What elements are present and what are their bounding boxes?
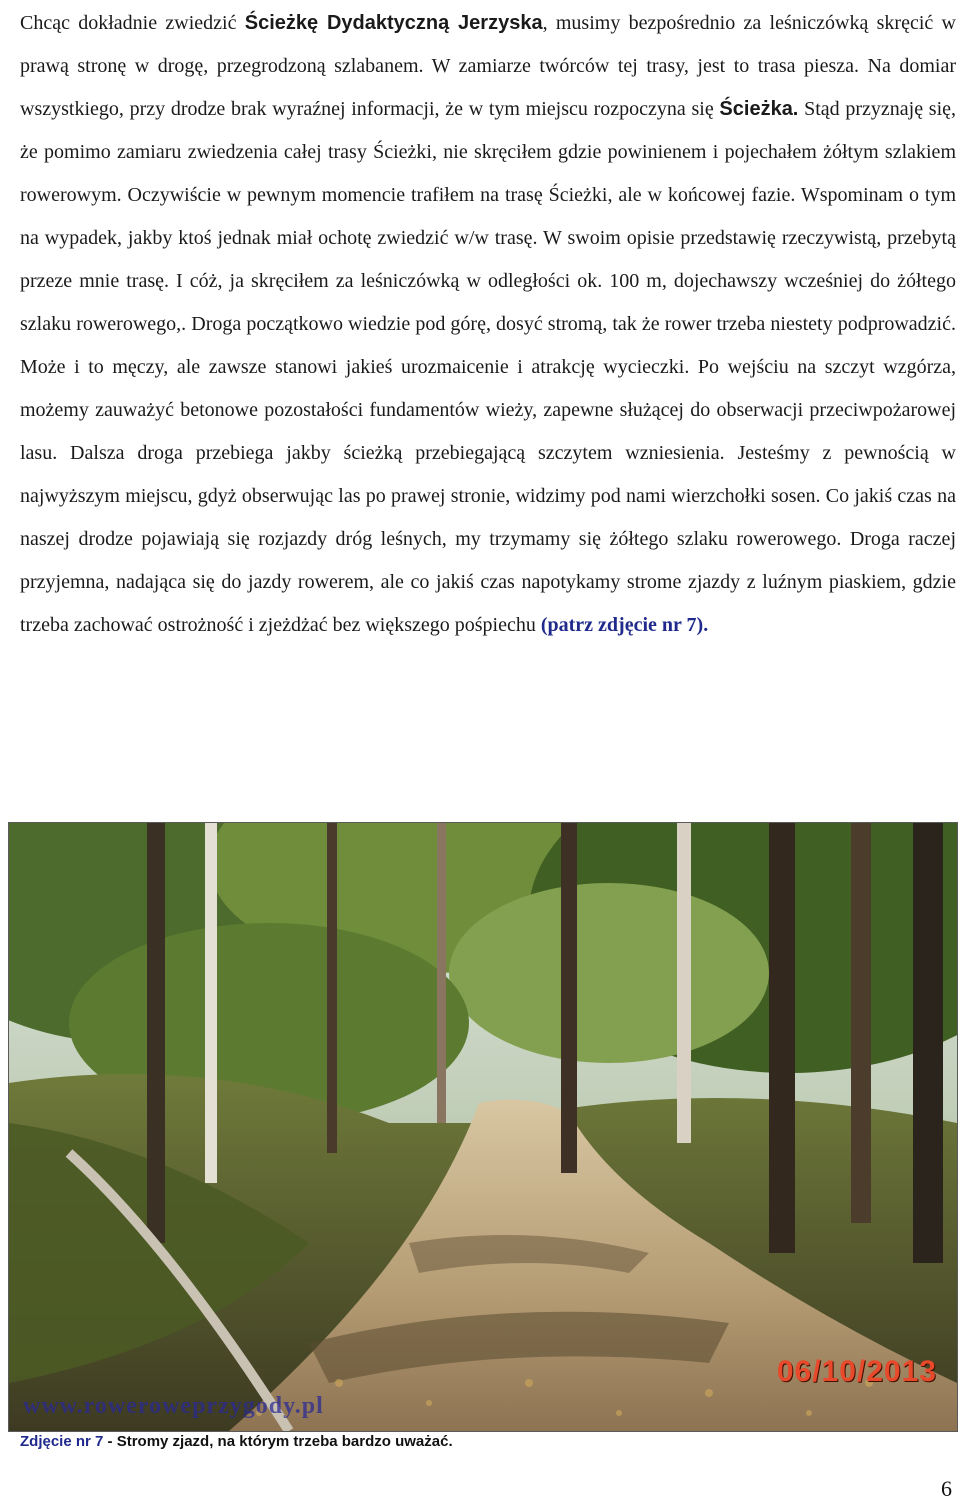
photo-reference: (patrz zdjęcie nr 7). [540, 614, 709, 636]
page-number: 6 [941, 1476, 952, 1501]
forest-path-photo [8, 822, 958, 1432]
caption-number: Zdjęcie nr 7 [20, 1433, 104, 1450]
date-stamp: 06/10/2013 [776, 1355, 937, 1388]
photo-caption [20, 1433, 453, 1450]
text-run: Chcąc dokładnie zwiedzić [20, 12, 245, 34]
path-name-bold: Ścieżkę Dydaktyczną Jerzyska [244, 12, 543, 34]
text-run: , musimy bezpośrednio za leśniczówką skręcić w prawą stronę w drogę, przegrodzoną szlabanem. W zamiarze twórców tej trasy, jest to trasa piesza. Na domiar wszystkiego, przy drodze brak wyraźnej informacji, że w tym miejscu rozpoczyna się [20, 12, 956, 120]
body-paragraph [20, 2, 956, 647]
forest-photo-illustration [9, 823, 957, 1431]
text-run: Stąd przyznaję się, że pomimo zamiaru zwiedzenia całej trasy Ścieżki, nie skręciłem gdzie powinienem i pojechałem żółtym szlakiem rowerowym. Oczywiście w pewnym momencie trafiłem na trasę Ścieżki, ale w końcowej fazie. Wspominam o tym na wypadek, jakby ktoś jednak miał ochotę zwiedzić w/w trasę. W swoim opisie przedstawię rzeczywistą, przebytą przeze mnie trasę. I cóż, ja skręciłem za leśniczówką w odległości ok. 100 m, dojechawszy wcześniej do żółtego szlaku rowerowego,. Droga początkowo wiedzie pod górę, dosyć stromą, tak że rower trzeba niestety podprowadzić. Może i to męczy, ale zawsze stanowi jakieś urozmaicenie i atrakcję wycieczki. Po wejściu na szczyt wzgórza, możemy zauważyć betonowe pozostałości fundamentów wieży, zapewne służącej do obserwacji przeciwpożarowej lasu. Dalsza droga przebiega jakby ścieżką przebiegającą szczytem wzniesienia. Jesteśmy z pewnością w najwyższym miejscu, gdyż obserwując las po prawej stronie, widzimy pod nami wierzchołki sosen. Co jakiś czas na naszej drodze pojawiają się rozjazdy dróg leśnych, my trzymamy się żółtego szlaku rowerowego. Droga raczej przyjemna, nadająca się do jazdy rowerem, ale co jakiś czas napotykamy strome zjazdy z luźnym piaskiem, gdzie trzeba zachować ostrożność i zjeżdżać bez większego pośpiechu [20, 98, 957, 636]
caption-text: - Stromy zjazd, na którym trzeba bardzo uważać. [103, 1433, 453, 1450]
path-name-bold-2: Ścieżka. [719, 98, 799, 120]
watermark-url: www.roweroweprzygody.pl [23, 1393, 324, 1419]
